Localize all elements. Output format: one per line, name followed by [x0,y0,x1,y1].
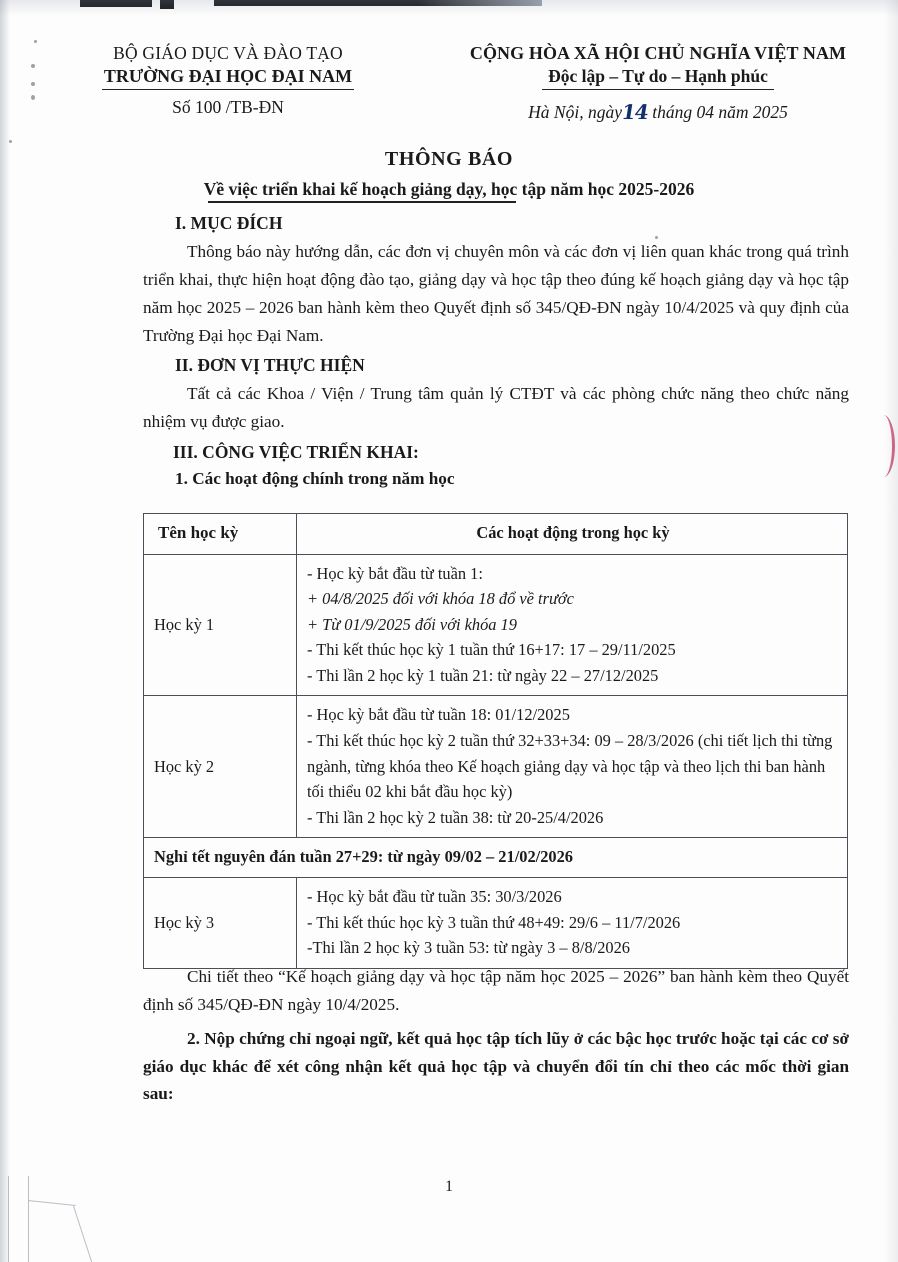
cell-semester-activities [297,696,848,838]
scan-shadow-top [0,0,898,16]
date-line [438,99,878,123]
header-left-block [0,42,438,123]
section-1-paragraph: Thông báo này hướng dẫn, các đơn vị chuyên môn và các đơn vị liên quan khác trong quá trình triển khai, thực hiện hoạt động đào tạo, giảng dạy và học tập theo đúng kế hoạch giảng dạy và học tập năm học 2025 – 2026 ban hành kèm theo Quyết định số 345/QĐ-ĐN ngày 10/4/2025 và quy định của Trường Đại học Đại Nam. [143,242,849,345]
document-number: Số 100 /TB-ĐN [172,97,284,118]
cell-semester-activities [297,554,848,696]
activity-line: - Học kỳ bắt đầu từ tuần 18: 01/12/2025 [307,705,570,725]
activity-line: - Học kỳ bắt đầu từ tuần 35: 30/3/2026 [307,887,562,907]
activity-line: - Thi kết thúc học kỳ 3 tuần thứ 48+49: 29/6 – 11/7/2026 [307,912,681,932]
national-motto: Độc lập – Tự do – Hạnh phúc [542,65,774,90]
activity-line: - Thi kết thúc học kỳ 1 tuần thứ 16+17: 17 – 29/11/2025 [307,640,676,660]
activity-line: + 04/8/2025 đối với khóa 18 đổ về trước [307,589,574,609]
section-heading-1: I. MỤC ĐÍCH [175,213,283,233]
table-row [144,554,848,696]
table-row-tet-holiday [144,838,848,878]
table-row [144,878,848,969]
schedule-table [143,513,848,969]
activity-line: - Thi lần 2 học kỳ 2 tuần 38: từ 20-25/4/2026 [307,807,604,827]
document-body-top [143,213,849,495]
header-right-block [438,42,878,123]
document-header [0,42,898,123]
activity-line: - Học kỳ bắt đầu từ tuần 1: [307,563,483,583]
after-table-paragraph: Chi tiết theo “Kế hoạch giảng dạy và học tập năm học 2025 – 2026” ban hành kèm theo Quyết định số 345/QĐ-ĐN ngày 10/4/2025. [143,967,849,1014]
scan-speck [9,140,12,143]
activity-line: - Thi kết thúc học kỳ 2 tuần thứ 32+33+34: 09 – 28/3/2026 (chi tiết lịch thi từng ngành, từng khóa theo Kế hoạch giảng dạy và học tập và theo lịch thi ban hành tối thiểu 02 khi bắt đầu học kỳ) [307,731,833,802]
table-row [144,696,848,838]
section-3-item-2: 2. Nộp chứng chỉ ngoại ngữ, kết quả học tập tích lũy ở các bậc học trước hoặc tại các cơ sở giáo dục khác để xét công nhận kết quả học tập và chuyển đổi tín chỉ theo các mốc thời gian sau: [143,1028,849,1104]
document-body-bottom [143,963,849,1114]
cell-semester-name: Học kỳ 2 [144,696,297,838]
ministry-name: BỘ GIÁO DỤC VÀ ĐÀO TẠO [113,43,343,63]
activity-line: - Thi lần 2 học kỳ 1 tuần 21: từ ngày 22 – 27/12/2025 [307,665,659,685]
page-number: 1 [445,1178,453,1195]
header-cell-activities: Các hoạt động trong học kỳ [297,514,848,555]
cell-semester-name: Học kỳ 1 [144,554,297,696]
schedule-table-wrapper [143,513,848,969]
republic-name: CỘNG HÒA XÃ HỘI CHỦ NGHĨA VIỆT NAM [469,43,847,63]
date-prefix: Hà Nội, ngày [528,102,622,123]
cell-tet-holiday: Nghỉ tết nguyên đán tuần 27+29: từ ngày 09/02 – 21/02/2026 [144,838,848,878]
handwritten-day: 14 [619,100,650,125]
date-suffix: tháng 04 năm 2025 [652,102,788,123]
document-subtitle: Về việc triển khai kế hoạch giảng dạy, học tập năm học 2025-2026 [203,179,695,199]
document-title: THÔNG BÁO [384,148,514,170]
activity-line: + Từ 01/9/2025 đối với khóa 19 [307,614,517,634]
university-name: TRƯỜNG ĐẠI HỌC ĐẠI NAM [102,65,354,90]
cell-semester-name: Học kỳ 3 [144,878,297,969]
title-block [0,148,898,200]
header-cell-semester: Tên học kỳ [144,514,297,555]
section-2-paragraph: Tất cả các Khoa / Viện / Trung tâm quản lý CTĐT và các phòng chức năng theo chức năng nhiệm vụ được giao. [143,384,849,432]
table-header-row [144,514,848,555]
section-heading-2: II. ĐƠN VỊ THỰC HIỆN [175,355,365,376]
section-heading-3: III. CÔNG VIỆC TRIỂN KHAI: [173,442,419,463]
cell-semester-activities [297,878,848,969]
section-3-item-1: 1. Các hoạt động chính trong năm học [175,469,455,489]
activity-line: -Thi lần 2 học kỳ 3 tuần 53: từ ngày 3 – 8/8/2026 [307,938,630,958]
